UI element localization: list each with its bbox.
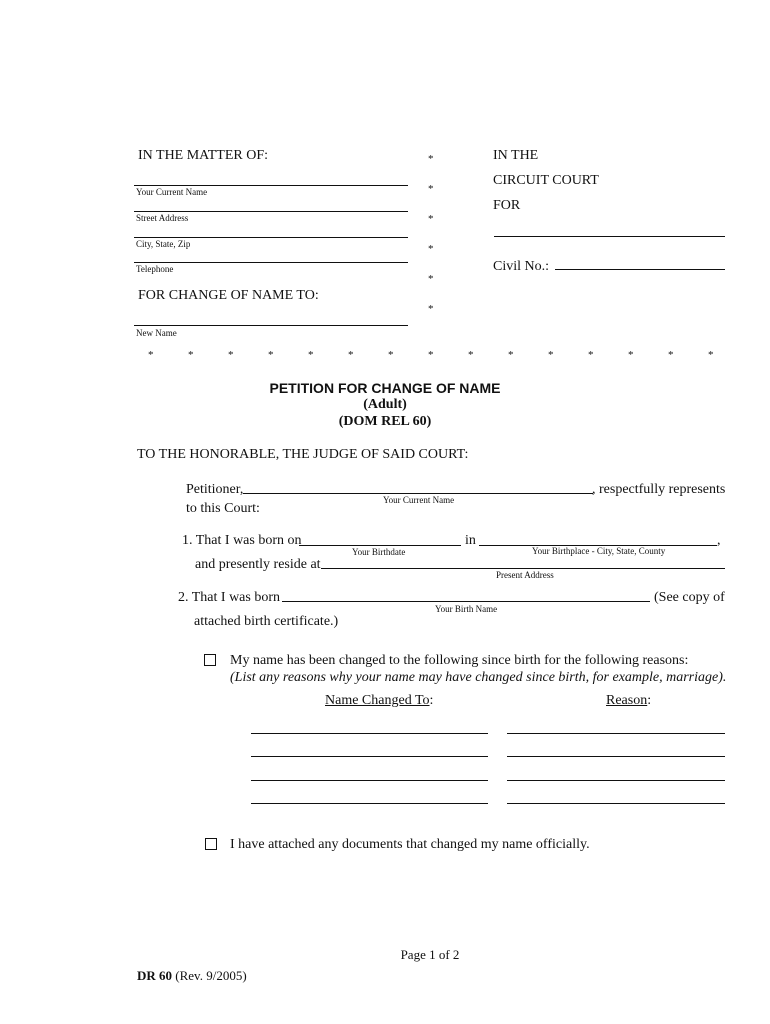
present-address-field[interactable] [321, 568, 725, 569]
caption-star: * [428, 153, 434, 165]
name-changed-text: My name has been changed to the following since birth for the following reasons: [230, 653, 689, 668]
reason-header-colon: : [647, 693, 652, 708]
telephone-label: Telephone [136, 264, 174, 274]
new-name-field[interactable] [134, 325, 408, 326]
attached-cert-text: attached birth certificate.) [194, 614, 339, 629]
separator-star: * [428, 349, 434, 361]
petitioner-name-field[interactable] [243, 493, 593, 494]
petitioner-prefix: Petitioner, [186, 482, 244, 497]
separator-star: * [668, 349, 674, 361]
separator-star: * [188, 349, 194, 361]
reason-field-3[interactable] [507, 780, 725, 781]
petition-title: PETITION FOR CHANGE OF NAME [269, 380, 501, 396]
matter-label: IN THE MATTER OF: [138, 148, 269, 163]
separator-star: * [708, 349, 714, 361]
current-name-field[interactable] [134, 185, 408, 186]
item2-suffix: (See copy of [654, 590, 725, 605]
caption-star: * [428, 303, 434, 315]
court-line-3: FOR [493, 198, 521, 213]
city-state-zip-label: City, State, Zip [136, 239, 191, 249]
reason-column-header [606, 693, 651, 709]
item1-comma: , [717, 533, 721, 548]
birth-name-label: Your Birth Name [435, 604, 498, 614]
birthdate-field[interactable] [299, 545, 461, 546]
separator-star: * [508, 349, 514, 361]
civil-no-label: Civil No.: [493, 259, 550, 274]
court-line-2: CIRCUIT COURT [493, 173, 599, 188]
documents-attached-text: I have attached any documents that changed my name officially. [230, 837, 590, 852]
petition-subtitle-adult: (Adult) [363, 397, 407, 412]
separator-star: * [588, 349, 594, 361]
page-number: Page 1 of 2 [400, 947, 460, 962]
street-address-label: Street Address [136, 213, 189, 223]
name-changed-field-3[interactable] [251, 780, 488, 781]
name-changed-checkbox[interactable] [204, 654, 216, 666]
birth-name-field[interactable] [282, 601, 650, 602]
name-changed-header-text: Name Changed To [325, 693, 430, 708]
reason-field-2[interactable] [507, 756, 725, 757]
present-address-label: Present Address [496, 570, 554, 580]
reason-field-1[interactable] [507, 733, 725, 734]
petition-subtitle-form: (DOM REL 60) [338, 414, 432, 429]
name-changed-field-2[interactable] [251, 756, 488, 757]
name-changed-header-colon: : [429, 693, 434, 708]
item1-prefix: 1. That I was born on [182, 533, 302, 548]
separator-star: * [628, 349, 634, 361]
separator-star: * [388, 349, 394, 361]
item2-prefix: 2. That I was born [178, 590, 280, 605]
name-changed-field-4[interactable] [251, 803, 488, 804]
birthdate-label: Your Birthdate [352, 547, 406, 557]
city-state-zip-field[interactable] [134, 237, 408, 238]
court-address: TO THE HONORABLE, THE JUDGE OF SAID COURT: [137, 447, 469, 462]
separator-star: * [148, 349, 154, 361]
change-name-label: FOR CHANGE OF NAME TO: [138, 288, 319, 303]
name-changed-instructions: (List any reasons why your name may have changed since birth, for example, marriage). [230, 670, 727, 685]
separator-star: * [308, 349, 314, 361]
separator-star: * [348, 349, 354, 361]
telephone-field[interactable] [134, 262, 408, 263]
reason-header-text: Reason [606, 693, 648, 708]
caption-star: * [428, 243, 434, 255]
name-changed-field-1[interactable] [251, 733, 488, 734]
new-name-label: New Name [136, 328, 177, 338]
petitioner-name-label: Your Current Name [383, 495, 455, 505]
form-id: DR 60 [137, 968, 173, 983]
reside-prefix: and presently reside at [195, 557, 321, 572]
to-court-text: to this Court: [186, 501, 260, 516]
current-name-label: Your Current Name [136, 187, 208, 197]
petitioner-suffix: , respectfully represents [592, 482, 726, 497]
form-identifier [137, 968, 247, 984]
separator-star: * [548, 349, 554, 361]
separator-star: * [228, 349, 234, 361]
documents-attached-checkbox[interactable] [205, 838, 217, 850]
street-address-field[interactable] [134, 211, 408, 212]
birthplace-label: Your Birthplace - City, State, County [532, 546, 666, 556]
caption-star: * [428, 213, 434, 225]
caption-star: * [428, 183, 434, 195]
item1-in: in [465, 533, 476, 548]
court-county-field[interactable] [494, 236, 725, 237]
court-line-1: IN THE [493, 148, 539, 163]
name-changed-column-header [325, 693, 433, 709]
civil-no-field[interactable] [555, 269, 725, 270]
form-revision: (Rev. 9/2005) [175, 968, 247, 983]
separator-star: * [468, 349, 474, 361]
separator-star: * [268, 349, 274, 361]
reason-field-4[interactable] [507, 803, 725, 804]
caption-star: * [428, 273, 434, 285]
